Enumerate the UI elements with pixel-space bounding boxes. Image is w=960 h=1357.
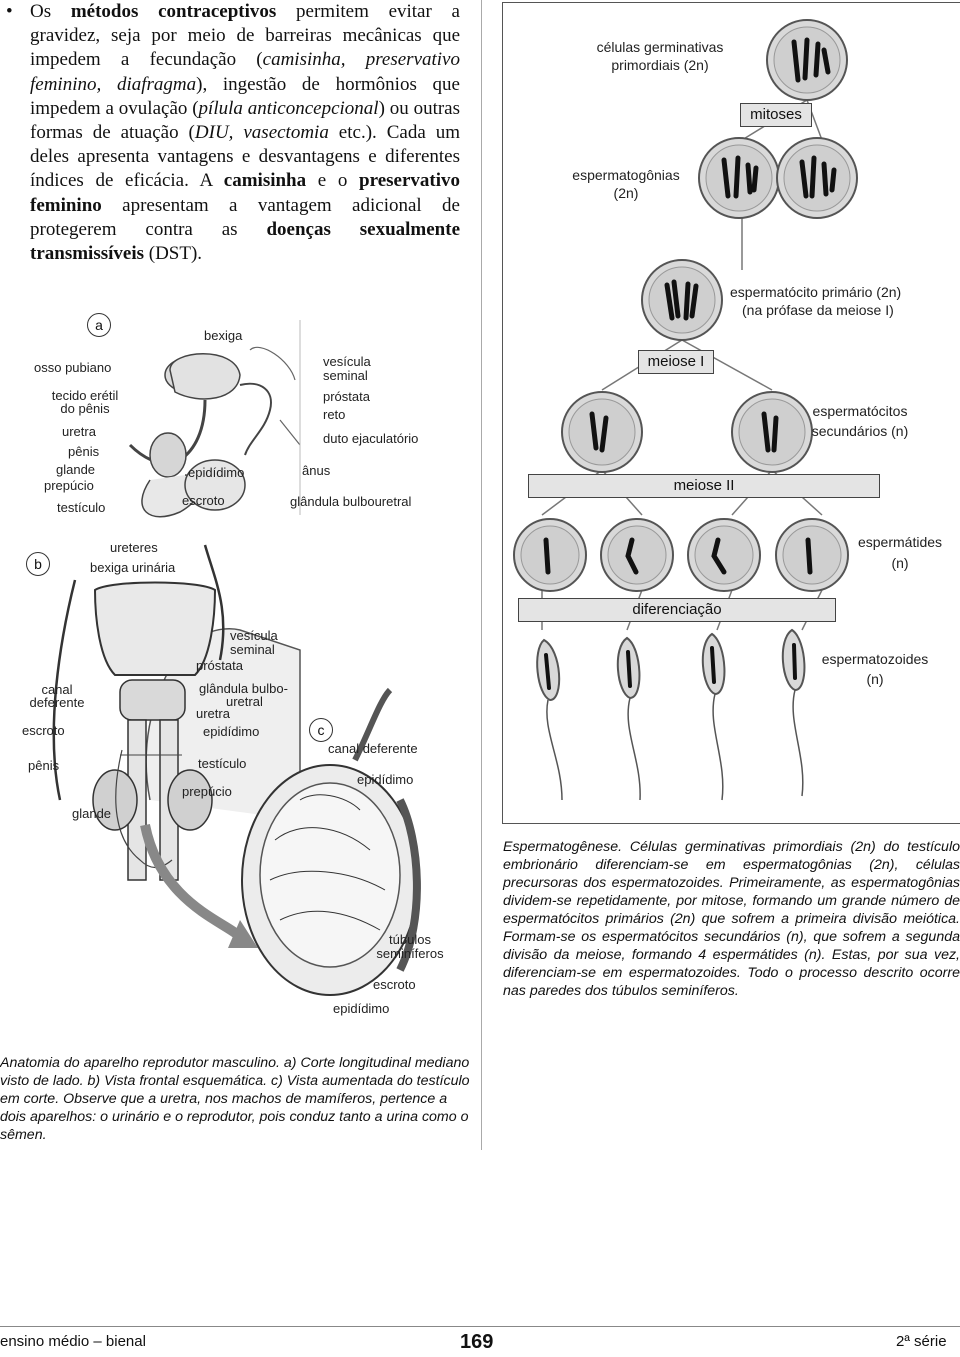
label-anus: ânus	[302, 463, 331, 478]
label-penis: pênis	[68, 444, 100, 459]
label-primary-spermatocyte: espermatócito primário (2n)	[730, 284, 902, 300]
spermatid-cell-2	[601, 519, 673, 591]
spermatogonium-cell-1	[699, 138, 779, 218]
label-spermatogonia: espermatogônias	[572, 167, 680, 183]
anatomy-caption: Anatomia do aparelho reprodutor masculino. a) Corte longitudinal mediano visto de lado. b) Vista frontal esquemática. c) Vista aumentada do testículo em corte. Observe que a uretra, nos machos de mamíferos, pertence a dois aparelhos: o urinário e o reprodutor, pois conduz tanto a urina como o sêmen.	[0, 1055, 470, 1143]
label-osso-pubiano: osso pubiano	[34, 360, 112, 375]
intro-text: etc.). Cada um deles apresenta vantagens e desvantagens e diferentes índices de eficácia. A	[30, 122, 460, 192]
intro-text: permitem evitar a gravidez, seja por meio de barreiras mecânicas que impedem a fecundação (	[30, 1, 460, 71]
label-seminiferos: seminíferos	[376, 946, 444, 961]
label-prostata-b: próstata	[196, 658, 243, 673]
intro-bold-camisinha: camisinha	[223, 170, 307, 192]
label-glandula-b1: glândula bulbo-	[199, 681, 288, 696]
label-tecido-eretil: tecido erétil	[51, 388, 119, 403]
intro-bold-dst: doenças sexualmente transmissíveis	[30, 218, 461, 265]
intro-italic-barrier: camisinha, preservativo feminino, diafragma	[30, 49, 460, 95]
meiosis-one-box: meiose I	[638, 350, 714, 374]
label-primary-prophase: (na prófase da meiose I)	[742, 302, 894, 318]
spermatid-cell-1	[514, 519, 586, 591]
label-epididimo-b: epidídimo	[203, 724, 260, 739]
label-glande-b: glande	[72, 806, 112, 821]
label-spermatids: espermátides	[857, 534, 943, 550]
spermatogenesis-caption: Espermatogênese. Células germinativas primordiais (2n) do testículo embrionário diferenciam-se em espermatogônias (2n), células precursoras dos espermatozoides. Primeiramente, as espermatogônias dividem-se repetidamente, por mitose, formando um grande número de espermatócitos primários (2n) que sofrem a primeira divisão meiótica. Formam-se os espermatócitos secundários (n), que sofrem a segunda divisão da meiose, formando 4 espermátides (n). Estas, por sua vez, diferenciam-se em espermatozoides. Todo o processo descrito ocorre nas paredes dos túbulos seminíferos.	[503, 839, 960, 999]
intro-text: apresentam a vantagem adicional de protegerem contra as	[30, 194, 460, 240]
intro-bold-contraceptivos: métodos contraceptivos	[70, 1, 277, 22]
label-ureteres: ureteres	[110, 540, 158, 555]
label-vesicula-b: vesícula	[230, 628, 278, 643]
label-germ-cells-2n: primordiais (2n)	[611, 57, 709, 73]
label-prepucio: prepúcio	[44, 478, 94, 493]
label-penis-b: pênis	[28, 758, 60, 773]
label-duto-ejaculatorio: duto ejaculatório	[323, 431, 419, 446]
intro-paragraph	[8, 0, 460, 266]
intro-text: ) ou outras formas de atuação (	[30, 97, 461, 144]
label-seminal: seminal	[323, 368, 368, 383]
secondary-spermatocyte-cell-1	[562, 392, 642, 472]
label-reto: reto	[323, 407, 346, 422]
label-prepucio-b: prepúcio	[182, 784, 232, 799]
label-germ-cells: células germinativas	[596, 39, 724, 55]
spermatid-cell-3	[688, 519, 760, 591]
intro-text: e o	[306, 170, 360, 192]
footer-grade: 2ª série	[896, 1333, 947, 1350]
label-tubulos: túbulos	[389, 932, 431, 947]
label-bexiga-urinaria: bexiga urinária	[90, 560, 176, 575]
spermatozoon-4	[783, 630, 805, 796]
label-epididimo-c-top: epidídimo	[357, 772, 414, 787]
spermatozoon-2	[618, 638, 640, 800]
label-canal-b2: deferente	[29, 695, 85, 710]
label-spermatogonia-2n: (2n)	[613, 185, 639, 201]
figure-b-letter: b	[26, 552, 50, 576]
label-uretra-b: uretra	[196, 706, 230, 721]
differentiation-box: diferenciação	[518, 598, 836, 622]
primordial-germ-cell	[767, 20, 847, 100]
footer-series-label: ensino médio – bienal	[0, 1333, 146, 1350]
label-seminal-b: seminal	[230, 642, 275, 657]
intro-italic-diu: DIU, vasectomia	[194, 122, 329, 144]
spermatid-cell-4	[776, 519, 848, 591]
page-number: 169	[460, 1331, 494, 1353]
label-epididimo-c-bottom: epidídimo	[333, 1001, 390, 1016]
label-canal-deferente-c: canal deferente	[328, 741, 418, 756]
label-secondary-spermatocytes: espermatócitos	[812, 403, 908, 419]
label-canal-b1: canal	[41, 682, 73, 697]
bullet-icon: •	[6, 1, 13, 22]
label-bexiga: bexiga	[204, 328, 243, 343]
mitoses-box: mitoses	[740, 103, 812, 127]
label-escroto-c: escroto	[373, 977, 416, 992]
label-spermatozoa-n: (n)	[866, 671, 884, 687]
label-do-penis: do pênis	[60, 401, 110, 416]
spermatozoon-1	[537, 640, 562, 800]
label-prostata: próstata	[323, 389, 370, 404]
figure-c-letter: c	[309, 718, 333, 742]
meiosis-two-box: meiose II	[528, 474, 880, 498]
label-vesicula: vesícula	[323, 354, 371, 369]
label-glande: glande	[56, 462, 96, 477]
footer-rule	[0, 1326, 960, 1327]
intro-italic-pill: pílula anticoncepcional	[198, 97, 379, 119]
spermatozoon-3	[703, 634, 725, 800]
spermatogonium-cell-2	[777, 138, 857, 218]
intro-bold-preservativo: preservativo feminino	[30, 170, 460, 216]
label-spermatids-n: (n)	[891, 555, 909, 571]
label-epididimo: epidídimo	[188, 465, 245, 480]
label-spermatozoa: espermatozoides	[821, 651, 929, 667]
intro-text: (DST).	[144, 243, 203, 265]
label-escroto: escroto	[182, 493, 225, 508]
intro-text: Os	[30, 1, 71, 22]
primary-spermatocyte-cell	[642, 260, 722, 340]
figure-a-letter: a	[87, 313, 111, 337]
column-divider	[481, 0, 482, 1150]
label-secondary-n: secundários (n)	[811, 423, 909, 439]
intro-text: ), ingestão de hormônios que impedem a ovulação (	[30, 73, 460, 119]
label-uretra: uretra	[62, 424, 96, 439]
label-testiculo: testículo	[57, 500, 106, 515]
label-glandula-b2: uretral	[226, 694, 263, 709]
label-testiculo-b: testículo	[198, 756, 247, 771]
label-escroto-b: escroto	[22, 723, 65, 738]
label-glandula-bulbouretral: glândula bulbouretral	[290, 494, 412, 509]
